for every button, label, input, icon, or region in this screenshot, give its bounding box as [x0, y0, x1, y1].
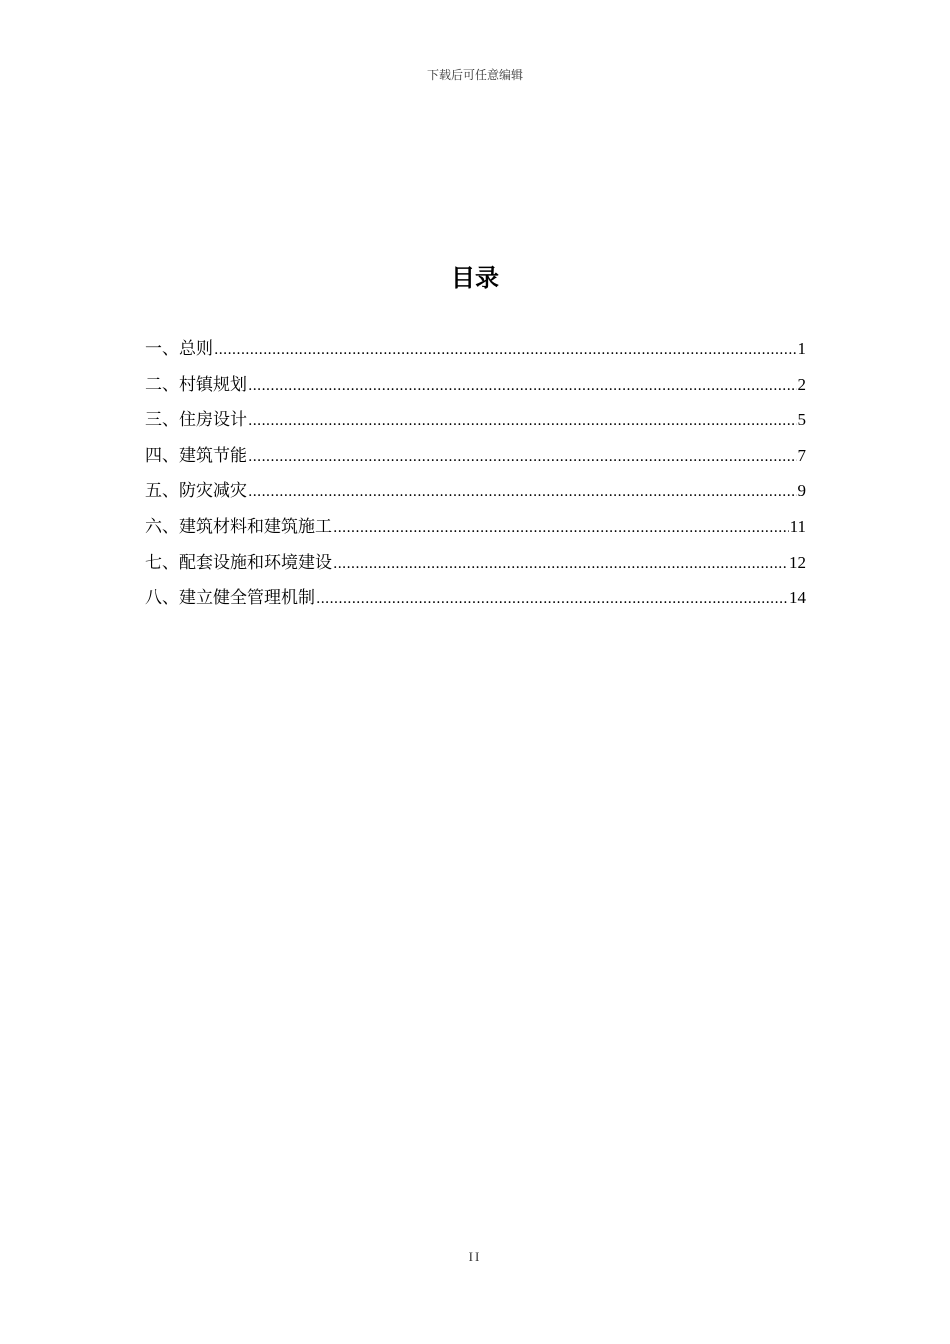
toc-entry-8[interactable]	[145, 585, 806, 621]
toc-entry-page: 12	[789, 552, 806, 572]
toc-entry-label: 三、住房设计	[145, 410, 247, 431]
toc-entry-page: 9	[797, 481, 806, 501]
toc-entry-page: 5	[797, 410, 806, 430]
toc-entry-label: 四、建筑节能	[145, 445, 247, 466]
toc-dot-leader	[333, 515, 789, 541]
toc-entry-5[interactable]	[145, 478, 806, 514]
toc-entry-label: 八、建立健全管理机制	[145, 588, 315, 609]
toc-title: 目录	[451, 264, 499, 292]
toc-entry-6[interactable]	[145, 514, 806, 550]
toc-entry-7[interactable]	[145, 550, 806, 586]
toc-entry-page: 11	[789, 516, 806, 536]
table-of-contents	[145, 336, 806, 621]
toc-entry-label: 二、村镇规划	[145, 374, 247, 395]
toc-entry-label: 一、总则	[145, 339, 213, 359]
toc-entry-page: 7	[797, 445, 806, 465]
toc-entry-page: 14	[789, 588, 806, 608]
toc-dot-leader	[248, 373, 797, 399]
toc-entry-1[interactable]	[145, 336, 806, 372]
toc-entry-4[interactable]	[145, 443, 806, 479]
toc-entry-label: 七、配套设施和环境建设	[145, 552, 332, 573]
toc-dot-leader	[333, 551, 788, 577]
toc-dot-leader	[248, 444, 797, 470]
toc-entry-label: 五、防灾减灾	[145, 481, 247, 502]
toc-entry-page: 1	[797, 339, 806, 358]
toc-dot-leader	[248, 479, 797, 505]
toc-entry-page: 2	[797, 374, 806, 394]
page-number: II	[468, 1249, 482, 1264]
toc-dot-leader	[214, 337, 797, 363]
toc-entry-2[interactable]	[145, 372, 806, 408]
toc-dot-leader	[248, 408, 797, 434]
toc-entry-label: 六、建筑材料和建筑施工	[145, 516, 332, 537]
header-note: 下载后可任意编辑	[426, 68, 523, 82]
toc-dot-leader	[316, 586, 788, 612]
toc-entry-3[interactable]	[145, 407, 806, 443]
